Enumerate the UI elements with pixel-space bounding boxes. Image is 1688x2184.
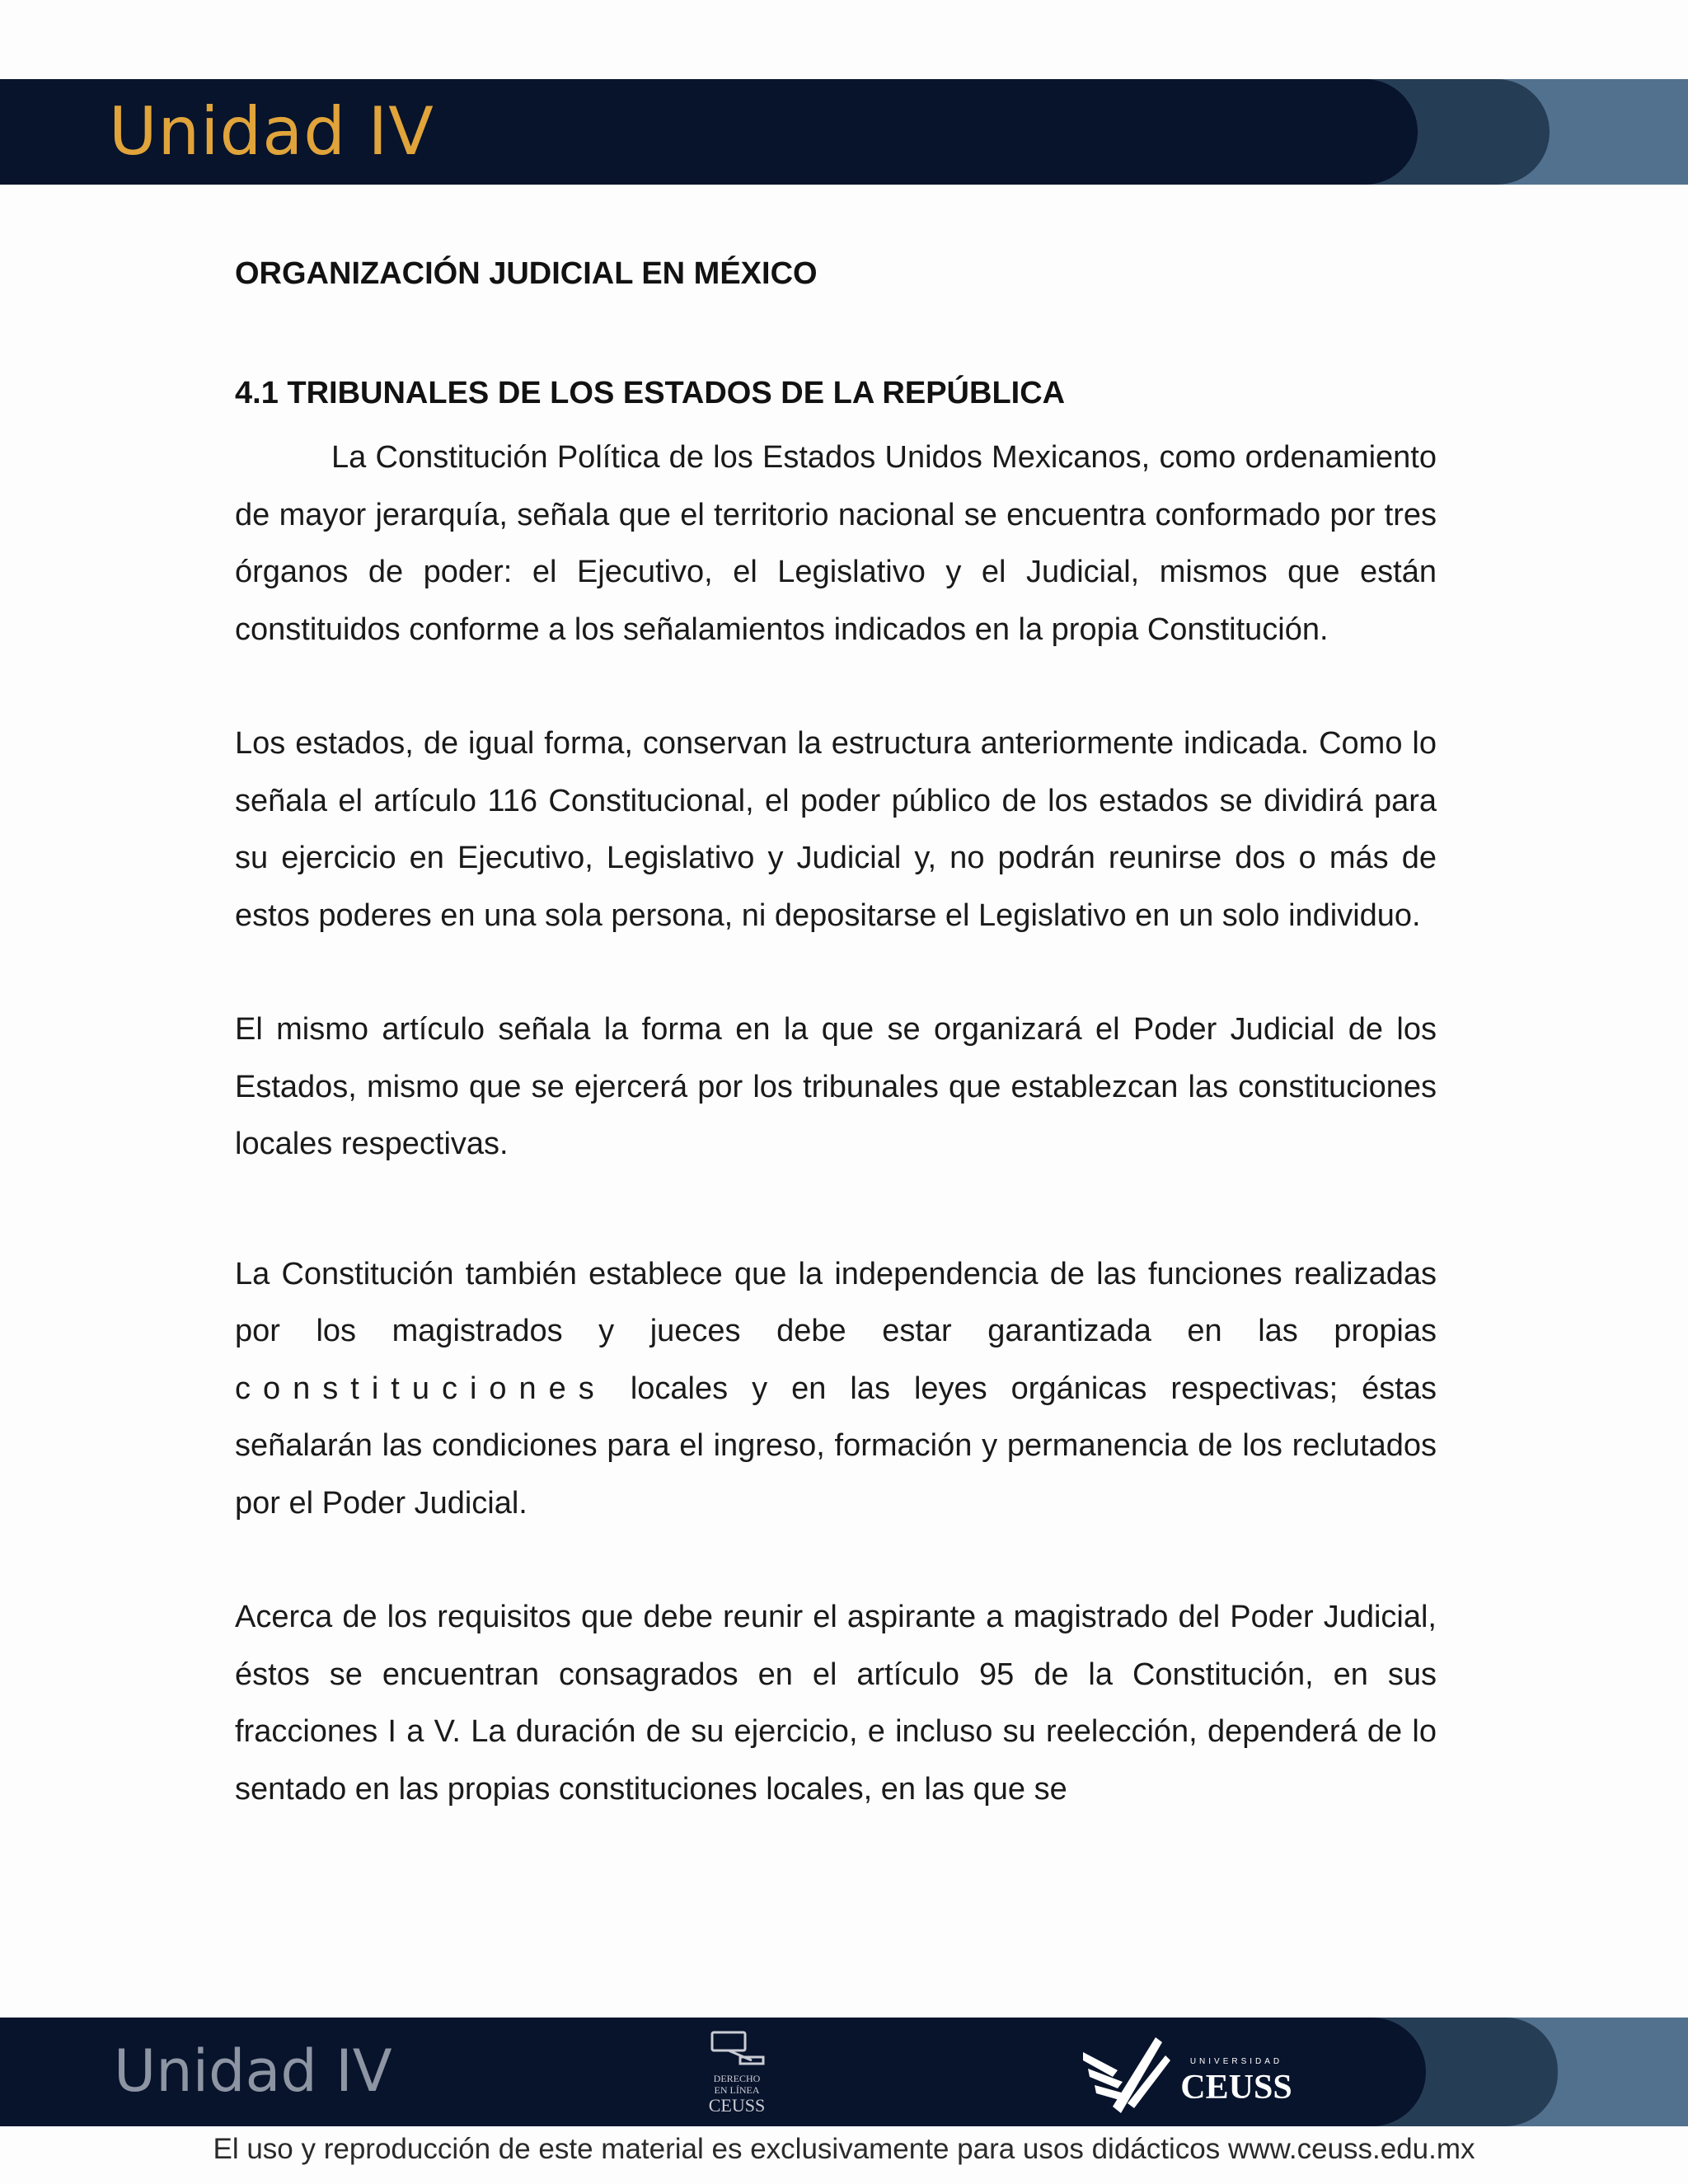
document-body	[235, 255, 1437, 1818]
paragraph-5: Acerca de los requisitos que debe reunir el aspirante a magistrado del Poder Judicial, éstos se encuentran consagrados en el artículo 95 de la Constitución, en sus fracciones I a V. La duración de su ejercicio, e incluso su reelección, dependerá de lo sentado en las propias constituciones locales, en las que se	[235, 1600, 1437, 1807]
ceuss-logo-top: UNIVERSIDAD	[1189, 2057, 1283, 2066]
logo-derecho-line-2: EN LÍNEA	[714, 2084, 760, 2096]
section-title: 4.1 TRIBUNALES DE LOS ESTADOS DE LA REPÚBLICA	[235, 376, 1066, 410]
ceuss-logo	[1080, 2027, 1294, 2118]
paragraph-3: El mismo artículo señala la forma en la que se organizará el Poder Judicial de los Estados, mismo que se ejercerá por los tribunales que establezcan las constituciones locales respectivas.	[235, 1012, 1437, 1161]
gavel-icon	[712, 2032, 763, 2064]
paragraph-2: Los estados, de igual forma, conservan la estructura anteriormente indicada. Como lo señala el artículo 116 Constitucional, el poder público de los estados se dividirá para su ejercicio en Ejecutivo, Legislativo y Judicial y, no podrán reunirse dos o más de estos poderes en una sola persona, ni depositarse el Legislativo en un solo individuo.	[235, 726, 1437, 933]
unit-title: Unidad IV	[109, 93, 434, 170]
derecho-en-linea-logo	[694, 2027, 780, 2118]
header-band	[0, 79, 1688, 185]
document-title: ORGANIZACIÓN JUDICIAL EN MÉXICO	[235, 256, 818, 291]
paragraph-4-spaced-word: constituciones	[235, 1371, 607, 1406]
ceuss-logo-name: CEUSS	[1180, 2069, 1292, 2107]
footer-unit-title: Unidad IV	[114, 2037, 392, 2105]
logo-derecho-line-3: CEUSS	[708, 2095, 766, 2116]
footer-band	[0, 2018, 1688, 2126]
paragraph-4	[235, 1246, 1437, 1533]
paragraph-4-part-2: locales y en las leyes orgánicas respectivas; éstas señalarán las condiciones para el ingreso, formación y permanencia de los reclutados por el Poder Judicial.	[235, 1371, 1437, 1521]
paragraph-1: La Constitución Política de los Estados Unidos Mexicanos, como ordenamiento de mayor jerarquía, señala que el territorio nacional se encuentra conformado por tres órganos de poder: el Ejecutivo, el Legislativo y el Judicial, mismos que están constituidos conforme a los señalamientos indicados en la propia Constitución.	[235, 440, 1437, 647]
eagle-wings-icon	[1083, 2037, 1170, 2113]
paragraph-4-part-1: La Constitución también establece que la independencia de las funciones realizadas por los magistrados y jueces debe estar garantizada en las propias	[235, 1256, 1437, 1348]
logo-derecho-line-1: DERECHO	[713, 2073, 761, 2084]
usage-disclaimer: El uso y reproducción de este material es exclusivamente para usos didácticos www.ceuss.edu.mx	[213, 2133, 1475, 2165]
